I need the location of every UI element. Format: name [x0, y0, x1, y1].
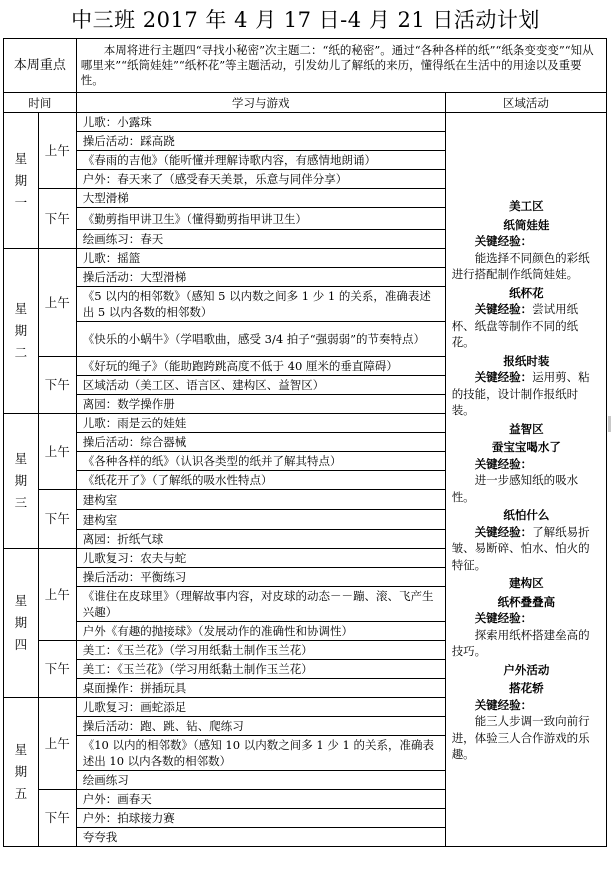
key-exp-text: 探索用纸杯搭建垒高的技巧。 [451, 627, 590, 659]
activity-cell: 大型滑梯 [76, 189, 445, 208]
activity-cell: 美工：《玉兰花》（学习用纸黏土制作玉兰花） [76, 641, 445, 660]
activity-cell: 《5 以内的相邻数》（感知 5 以内数之间多 1 少 1 的关系，准确表述出 5 以内各数的相邻数） [76, 287, 445, 322]
activity-cell: 建构室 [76, 510, 445, 530]
zone-item-title: 纸怕什么 [503, 508, 550, 523]
activity-cell: 《各种各样的纸》（认识各类型的纸并了解其特点） [76, 452, 445, 471]
key-exp-label: 关键经验： [474, 456, 533, 471]
activity-cell: 儿歌：小露珠 [76, 113, 445, 132]
slot-am: 上午 [38, 249, 76, 357]
day-label [4, 414, 39, 549]
key-exp-text: 进一步感知纸的吸水性。 [451, 473, 579, 504]
header-row [4, 93, 607, 113]
key-exp-text: 尝试用纸杯、纸盘等制作不同的纸花。 [451, 302, 579, 350]
activity-cell: 《纸花开了》（了解纸的吸水性特点） [76, 471, 445, 490]
day-name: 星期二 [14, 301, 28, 360]
zone-area-title: 建构区 [509, 576, 544, 591]
activity-cell: 儿歌：摇篮 [76, 249, 445, 268]
activity-cell: 绘画练习：春天 [76, 230, 445, 249]
zone-area-title: 户外活动 [503, 662, 550, 677]
zone-item-title: 纸杯叠叠高 [497, 594, 556, 609]
page-title: 中三班 2017 年 4 月 17 日-4 月 21 日活动计划 [71, 8, 540, 32]
key-exp-text: 了解纸易折皱、易断碎、怕水、怕火的特征。 [451, 524, 590, 572]
focus-row [4, 39, 607, 93]
activity-cell: 操后活动：跑、跳、钻、爬练习 [76, 717, 445, 736]
slot-pm: 下午 [38, 790, 76, 847]
activity-cell: 《快乐的小蜗牛》（学唱歌曲，感受 3/4 拍子“强弱弱”的节奏特点） [76, 322, 445, 357]
activity-cell: 桌面操作：拼插玩具 [76, 679, 445, 698]
activity-cell: 户外：画春天 [76, 790, 445, 809]
zone-item-title: 纸杯花 [509, 285, 544, 300]
activity-cell: 户外《有趣的抛接球》（发展动作的准确性和协调性） [76, 622, 445, 641]
zone-item-title: 纸筒娃娃 [503, 217, 550, 232]
activity-cell: 操后活动：大型滑梯 [76, 268, 445, 287]
key-exp-text: 运用剪、粘的技能，设计制作报纸时装。 [451, 370, 590, 418]
day-name: 星期一 [14, 150, 28, 210]
slot-pm: 下午 [38, 641, 76, 698]
zone-item-title: 蚕宝宝喝水了 [491, 440, 561, 455]
activity-cell: 儿歌复习：农夫与蛇 [76, 549, 445, 568]
day-label [4, 549, 39, 698]
key-exp-label: 关键经验： [474, 697, 533, 712]
key-exp-text: 能三人步调一致向前行进，体验三人合作游戏的乐趣。 [451, 714, 590, 762]
zone-area-title: 美工区 [509, 199, 544, 214]
day-label [4, 249, 39, 414]
key-exp-label: 关键经验： [474, 611, 533, 626]
activity-cell: 区域活动（美工区、语言区、建构区、益智区） [76, 376, 445, 395]
activity-cell: 户外：拍球接力赛 [76, 809, 445, 828]
activity-cell: 儿歌：雨是云的娃娃 [76, 414, 445, 433]
slot-am: 上午 [38, 113, 76, 189]
header-learn: 学习与游戏 [76, 93, 445, 113]
zone-activities [445, 113, 606, 847]
key-exp-text: 能选择不同颜色的彩纸进行搭配制作纸筒娃娃。 [451, 250, 590, 282]
day-name: 星期三 [14, 451, 28, 510]
key-exp-label: 关键经验： [474, 524, 533, 539]
activity-cell: 离园：数学操作册 [76, 395, 445, 414]
key-exp-label: 关键经验： [474, 302, 533, 317]
day-name: 星期四 [14, 593, 28, 652]
activity-cell: 绘画练习 [76, 771, 445, 790]
activity-cell: 《春雨的吉他》（能听懂并理解诗歌内容，有感情地朗诵） [76, 151, 445, 170]
activity-cell: 建构室 [76, 490, 445, 510]
day-label [4, 698, 39, 847]
day-label [4, 113, 39, 249]
key-exp-label: 关键经验： [474, 370, 533, 385]
activity-cell: 《好玩的绳子》（能助跑跨跳高度不低于 40 厘米的垂直障碍） [76, 357, 445, 376]
focus-text: 本周将进行主题四“寻找小秘密”次主题二：“纸的秘密”。通过“各种各样的纸”“纸条变变变”“知从哪里来”“纸筒娃娃”“纸杯花”等主题活动，引发幼儿了解纸的来历，懂得纸在生活中的用途以及重要性。 [76, 39, 606, 93]
activity-cell: 户外：春天来了（感受春天美景，乐意与同伴分享） [76, 170, 445, 189]
activity-cell: 儿歌复习：画蛇添足 [76, 698, 445, 717]
key-exp-label: 关键经验： [474, 234, 533, 249]
header-time: 时间 [4, 93, 77, 113]
plan-table [3, 38, 607, 847]
slot-pm: 下午 [38, 490, 76, 549]
activity-cell: 《谁住在皮球里》（理解故事内容，对皮球的动态－－蹦、滚、飞产生兴趣） [76, 587, 445, 622]
zone-area-title: 益智区 [509, 421, 544, 436]
activity-cell: 操后活动：平衡练习 [76, 568, 445, 587]
activity-cell: 离园：折纸气球 [76, 530, 445, 549]
focus-label: 本周重点 [4, 39, 77, 93]
slot-pm: 下午 [38, 189, 76, 249]
activity-cell: 操后活动：踩高跷 [76, 132, 445, 151]
activity-cell: 夸夸我 [76, 828, 445, 847]
day-name: 星期五 [14, 742, 28, 801]
activity-cell: 美工：《玉兰花》（学习用纸黏土制作玉兰花） [76, 660, 445, 679]
zone-item-title: 搭花轿 [509, 681, 544, 696]
activity-cell: 《勤剪指甲讲卫生》（懂得勤剪指甲讲卫生） [76, 208, 445, 230]
table-row [4, 113, 607, 132]
slot-am: 上午 [38, 698, 76, 790]
slot-pm: 下午 [38, 357, 76, 414]
activity-cell: 操后活动：综合器械 [76, 433, 445, 452]
activity-cell: 《10 以内的相邻数》（感知 10 以内数之间多 1 少 1 的关系，准确表述出 10 以内各数的相邻数） [76, 736, 445, 771]
slot-am: 上午 [38, 414, 76, 490]
header-zone: 区域活动 [445, 93, 606, 113]
slot-am: 上午 [38, 549, 76, 641]
zone-item-title: 报纸时装 [503, 353, 550, 368]
